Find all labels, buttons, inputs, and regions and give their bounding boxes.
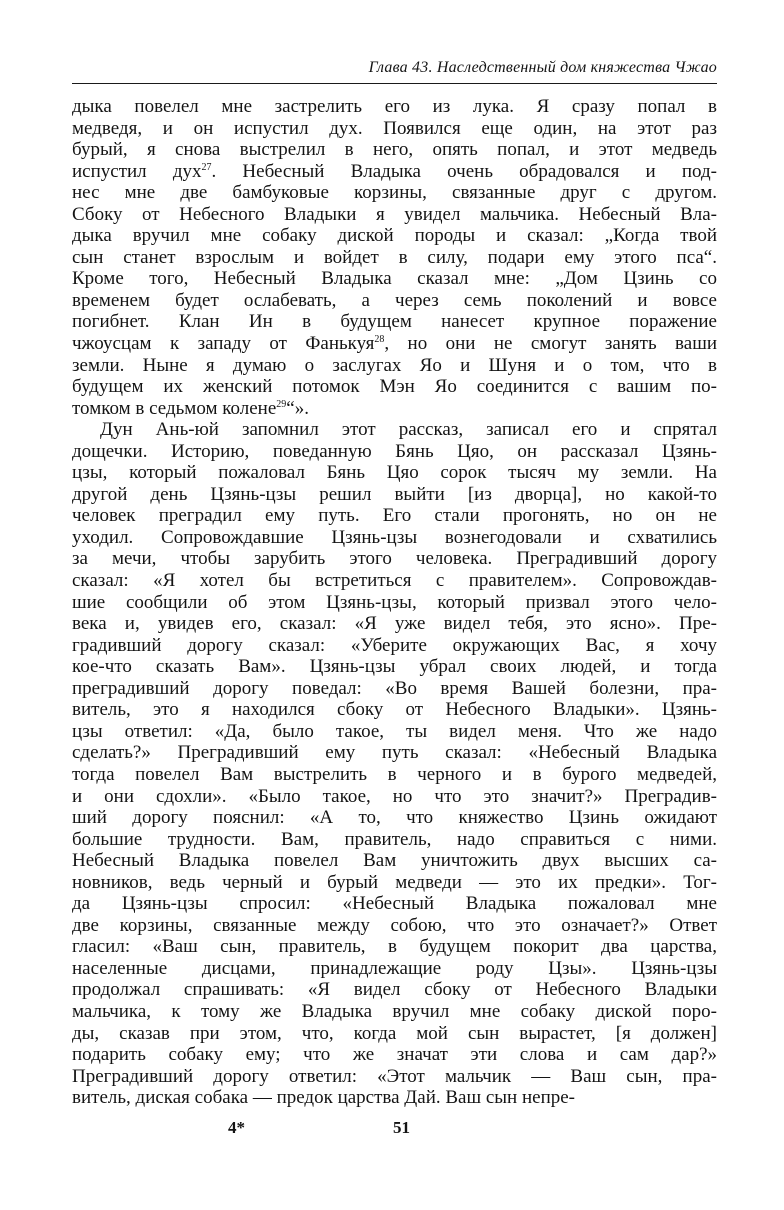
- page-number: 51: [393, 1118, 410, 1137]
- line-segment: испустил дух: [72, 160, 202, 182]
- text-line: бурый, я снова выстрелил в него, опять попал, и этот медведь: [72, 139, 717, 161]
- text-line: градивший дорогу сказал: «Уберите окружающих Вас, я хочу: [72, 634, 717, 656]
- text-line: две корзины, связанные между собою, что это означает?» Ответ: [72, 914, 717, 936]
- text-line: витель, это я находился сбоку от Небесного Владыки». Цзянь-: [72, 699, 717, 721]
- line-segment: чжоусцам к западу от Фанькуя: [72, 333, 375, 355]
- text-line: Преградивший дорогу ответил: «Этот мальчик — Ваш сын, пра-: [72, 1065, 717, 1087]
- text-line: Кроме того, Небесный Владыка сказал мне: „Дом Цзинь со: [72, 268, 717, 290]
- paragraph-1: [72, 96, 717, 419]
- text-line: другой день Цзянь-цзы решил выйти [из дворца], но какой-то: [72, 483, 717, 505]
- printer-signature-mark: 4*: [228, 1118, 245, 1137]
- line-segment: томком в седьмом колене: [72, 397, 277, 419]
- text-line: погибнет. Клан Ин в будущем нанесет крупное поражение: [72, 311, 717, 333]
- text-line: мальчика, к тому же Владыка вручил мне собаку диской поро-: [72, 1000, 717, 1022]
- body-text: [72, 96, 717, 1109]
- text-line: временем будет ослабевать, а через семь поколений и вовсе: [72, 289, 717, 311]
- text-line: ший дорогу пояснил: «А то, что княжество Цзинь ожидают: [72, 807, 717, 829]
- text-line: сделать?» Преградивший ему путь сказал: «Небесный Владыка: [72, 742, 717, 764]
- text-line: большие трудности. Вам, правитель, надо справиться с ними.: [72, 828, 717, 850]
- text-line: ды, сказав при этом, что, когда мой сын вырастет, [я должен]: [72, 1022, 717, 1044]
- text-line: земли. Ныне я думаю о заслугах Яо и Шуня и о том, что в: [72, 354, 717, 376]
- paragraph-2: [72, 419, 717, 1109]
- text-line: тогда повелел Вам выстрелить в черного и в бурого медведей,: [72, 763, 717, 785]
- text-line: [72, 398, 717, 420]
- text-line: дощечки. Историю, поведанную Бянь Цяо, он рассказал Цзянь-: [72, 440, 717, 462]
- text-line: [72, 161, 717, 183]
- text-line: шие сообщили об этом Цзянь-цзы, который призвал этого чело-: [72, 591, 717, 613]
- text-line: сын станет взрослым и войдет в силу, подари ему этого пса“.: [72, 246, 717, 268]
- text-line: витель, диская собака — предок царства Дай. Ваш сын непре-: [72, 1087, 575, 1109]
- line-segment: . Небесный Владыка очень обрадовался и под-: [211, 160, 717, 182]
- text-line: и они сдохли». «Было такое, но что это значит?» Преградив-: [72, 785, 717, 807]
- text-line: Сбоку от Небесного Владыки я увидел мальчика. Небесный Вла-: [72, 203, 717, 225]
- running-head: Глава 43. Наследственный дом княжества Чжао: [368, 59, 717, 76]
- text-line: сказал: «Я хотел бы встретиться с правителем». Сопровождав-: [72, 570, 717, 592]
- text-line: человек преградил ему путь. Его стали прогонять, но он не: [72, 505, 717, 527]
- header-rule: [72, 83, 717, 84]
- text-line: гласил: «Ваш сын, правитель, в будущем покорит два царства,: [72, 936, 717, 958]
- text-line: будущем их женский потомок Мэн Яо соединится с вашим по-: [72, 376, 717, 398]
- text-line: населенные дисцами, принадлежащие роду Цзы». Цзянь-цзы: [72, 957, 717, 979]
- line-segment: , но они не смогут занять ваши: [384, 333, 717, 355]
- text-line: преградивший дорогу поведал: «Во время Вашей болезни, пра-: [72, 677, 717, 699]
- text-line: [72, 333, 717, 355]
- line-segment: “».: [286, 397, 309, 419]
- text-line: цзы, который пожаловал Бянь Цяо сорок тысяч му земли. На: [72, 462, 717, 484]
- text-line: века и, увидев его, сказал: «Я уже видел тебя, это ясно». Пре-: [72, 613, 717, 635]
- text-line: дыка повелел мне застрелить его из лука. Я сразу попал в: [72, 96, 717, 117]
- text-line: нес мне две бамбуковые корзины, связанные друг с другом.: [72, 182, 717, 204]
- text-line: продолжал спрашивать: «Я видел сбоку от Небесного Владыки: [72, 979, 717, 1001]
- footnote-ref: 28: [374, 334, 385, 346]
- text-line: подарить собаку ему; что же значат эти слова и сам дар?»: [72, 1044, 717, 1066]
- text-line: кое-что сказать Вам». Цзянь-цзы убрал своих людей, и тогда: [72, 656, 717, 678]
- text-line: Дун Ань-юй запомнил этот рассказ, записал его и спрятал: [100, 419, 717, 441]
- text-line: цзы ответил: «Да, было такое, ты видел меня. Что же надо: [72, 720, 717, 742]
- text-line: медведя, и он испустил дух. Появился еще один, на этот раз: [72, 117, 717, 139]
- text-line: уходил. Сопровождавшие Цзянь-цзы вознегодовали и схватились: [72, 526, 717, 548]
- footnote-ref: 29: [276, 398, 287, 410]
- text-line: Небесный Владыка повелел Вам уничтожить двух высших са-: [72, 850, 717, 872]
- text-line: дыка вручил мне собаку диской породы и сказал: „Когда твой: [72, 225, 717, 247]
- text-line: за мечи, чтобы зарубить этого человека. Преградивший дорогу: [72, 548, 717, 570]
- text-line: да Цзянь-цзы спросил: «Небесный Владыка пожаловал мне: [72, 893, 717, 915]
- text-line: новников, ведь черный и бурый медведи — это их предки». Тог-: [72, 871, 717, 893]
- footnote-ref: 27: [201, 161, 212, 173]
